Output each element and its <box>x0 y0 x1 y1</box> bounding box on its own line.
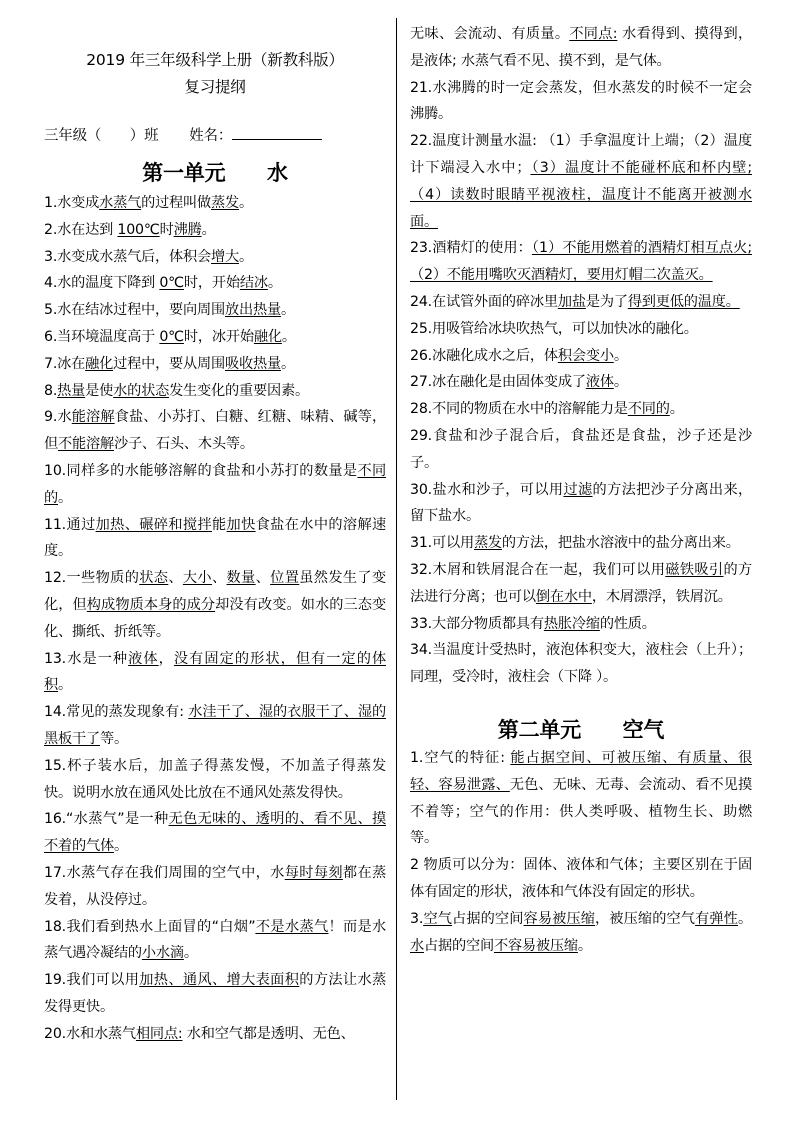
item-text: 33.大部分物质都具有 <box>410 615 544 632</box>
item-text: 。 <box>281 328 296 345</box>
list-item <box>44 699 386 753</box>
item-text: 是为了 <box>585 293 628 310</box>
key-term: 不同点: <box>569 26 618 42</box>
item-text: 占据的空间 <box>452 910 524 927</box>
item-text: 。 <box>58 489 72 506</box>
item-text: 26.冰融化成水之后，体 <box>410 347 558 364</box>
key-term: 水的状态 <box>113 382 170 399</box>
item-text: 。 <box>280 302 295 319</box>
item-text: 的方法进行分离；也可以 <box>410 561 753 605</box>
item-text: 15.杯子装水后，加盖子得蒸发慢，不加盖子得蒸发快。说明水放在通风处比放在不通风处蒸发得快。 <box>44 757 386 801</box>
key-term: 相同点: <box>135 1025 183 1042</box>
item-text: 发生变化的重要因素。 <box>169 382 309 399</box>
key-term: 沸腾 <box>173 221 202 238</box>
item-text: 时 <box>159 221 174 238</box>
list-item <box>410 745 752 852</box>
item-text: 32.木屑和铁屑混合在一起，我们可以用 <box>410 561 666 578</box>
key-term: 蒸发 <box>473 535 502 552</box>
item-text: 。 <box>238 248 253 265</box>
key-term: 无色无味的、透明的、看不见、摸不着的气体 <box>44 811 386 855</box>
item-text: 17.水蒸气存在我们周围的空气中，水 <box>44 864 285 881</box>
list-item <box>410 557 752 611</box>
key-term: 水 <box>410 937 424 954</box>
item-text: 的方法把沙子分离出来，留下盐水。 <box>410 481 752 525</box>
item-text: 。 <box>737 910 752 927</box>
list-item <box>44 914 386 968</box>
item-text: 水和空气都是透明、无色、 <box>182 1025 355 1042</box>
item-text: ！而是水蒸气遇冷凝结的 <box>44 918 386 962</box>
item-text: 8. <box>44 382 58 399</box>
name-label: 姓名： <box>189 128 233 144</box>
list-item <box>410 477 752 531</box>
list-item <box>410 289 752 316</box>
key-term: 融化 <box>253 328 282 345</box>
list-item <box>44 565 386 645</box>
item-text: 时，冰开始 <box>183 328 254 345</box>
item-text: 20.水和水蒸气 <box>44 1025 136 1042</box>
key-term: 得到更低的温度。 <box>627 293 740 310</box>
key-term: 小水滴 <box>141 945 184 962</box>
list-item <box>44 217 386 244</box>
list-item <box>44 806 386 860</box>
item-text: 却没有改变。如水的三态变化、撕纸、折纸等。 <box>44 596 387 640</box>
item-text: 30.盐水和沙子，可以用 <box>410 481 564 498</box>
key-term: 水蒸气 <box>99 195 142 211</box>
key-term: 0℃ <box>159 328 184 345</box>
item-text: 的方法让水蒸发得更快。 <box>44 972 386 1015</box>
item-text: 能 <box>212 516 227 533</box>
list-item <box>44 244 386 271</box>
key-term: 空气 <box>423 910 453 927</box>
column-divider <box>396 18 397 1100</box>
key-term: 热量 <box>57 382 86 399</box>
key-term: （1）不能用燃着的酒精灯相互点火; （2）不能用嘴吹灭酒精灯，要用灯帽二次盖灭。 <box>410 240 752 284</box>
item-text: 食盐、小苏打、白糖、红糖、味精、碱等，但 <box>44 409 387 453</box>
item-text: 。 <box>239 195 254 211</box>
list-item <box>410 530 752 557</box>
item-text: 无色、无味、无毒、会流动、看不见摸不着等；空气的作用：供人类呼吸、植物生长、助燃等。 <box>410 776 752 847</box>
item-text: 是使 <box>85 382 114 399</box>
item-text: 21.水沸腾的时一定会蒸发，但水蒸发的时候不一定会沸腾。 <box>410 79 752 123</box>
unit1-list-continued <box>410 21 752 691</box>
item-text: ，被压缩的空气 <box>595 910 696 927</box>
item-text: 29.食盐和沙子混合后，食盐还是食盐，沙子还是沙子。 <box>410 427 752 471</box>
item-text: 3. <box>410 910 424 927</box>
key-term: 液体 <box>585 374 614 391</box>
item-text: 9.水 <box>44 409 72 426</box>
key-term: 状态 <box>139 570 169 587</box>
item-text: 25.用吸管给冰块吹热气，可以加快冰的融化。 <box>410 320 698 337</box>
key-term: 不同的 <box>627 401 670 418</box>
key-term: 融化 <box>85 355 114 372</box>
item-text: 、 <box>255 570 271 587</box>
item-text: 27.冰在融化是由固体变成了 <box>410 374 586 391</box>
key-term: 放出热量 <box>225 302 281 319</box>
item-text: 的方法，把盐水溶液中的盐分离出来。 <box>501 535 740 552</box>
key-term: 没有固定的形状，但有一定的体积 <box>44 650 386 694</box>
key-term: 能占据空间、可被压缩、有质量、很轻、容易泄露、 <box>410 749 752 793</box>
key-term: 有弹性 <box>695 910 738 927</box>
list-item <box>44 297 386 324</box>
list-item <box>44 190 386 217</box>
key-term: 加快 <box>226 516 256 533</box>
list-item <box>410 235 752 289</box>
key-term: 加盐 <box>557 293 586 310</box>
item-text: 31.可以用 <box>410 535 474 552</box>
list-item <box>44 458 386 512</box>
item-text: ， <box>158 650 174 667</box>
item-text: 虽然发生了变化，但 <box>44 570 386 613</box>
item-text: 。 <box>669 401 684 418</box>
item-text: 。 <box>201 221 216 238</box>
list-item <box>410 637 752 691</box>
unit2-heading: 第二单元 空气 <box>497 716 665 742</box>
item-text: 水看得到、摸得到，是液体; 水蒸气看不见、摸不到，是气体。 <box>410 26 752 69</box>
item-text: 、 <box>211 570 227 587</box>
item-text: 。 <box>577 937 592 954</box>
item-text: 22.温度计测量水温: （1）手拿温度计上端；（2）温度计下端浸入水中； <box>410 133 752 176</box>
document-subtitle: 复习提纲 <box>184 78 246 96</box>
list-item <box>410 852 752 906</box>
item-text: 占据的空间 <box>424 937 494 954</box>
item-text: 。 <box>58 677 72 694</box>
item-text: 。 <box>183 945 198 962</box>
item-text: 。 <box>613 374 628 391</box>
item-text: 7.冰在 <box>44 355 86 372</box>
item-text: 19.我们可以用 <box>44 972 140 989</box>
item-text: 2 物质可以分为：固体、液体和气体；主要区别在于固体有固定的形状，液体和气体没有固定的形状。 <box>410 857 752 900</box>
key-term: 蒸发 <box>211 195 240 211</box>
key-term: 不同的 <box>44 462 386 506</box>
key-term: 数量 <box>226 570 256 587</box>
item-text: 34.当温度计受热时，液泡体积变大，液柱会（上升）；同理，受冷时，液柱会（下降 ）。 <box>410 642 752 686</box>
key-term: 100℃ <box>117 221 160 238</box>
item-text: 11.通过 <box>44 516 96 533</box>
key-term: 结冰 <box>239 275 268 292</box>
key-term: 0℃ <box>159 275 184 292</box>
key-term: 构成物质本身的成分 <box>86 596 216 613</box>
list-item <box>44 1021 386 1048</box>
item-text: 食盐在水中的溶解速度。 <box>44 516 386 560</box>
item-text: 。 <box>267 275 282 292</box>
list-item <box>44 860 386 914</box>
item-text: 16.“水蒸气”是一种 <box>44 811 169 828</box>
list-item <box>410 611 752 638</box>
left-column <box>44 0 386 1048</box>
unit1-list <box>44 190 386 1048</box>
key-term: 增大 <box>211 248 239 265</box>
item-text: 23.酒精灯的使用： <box>410 240 532 257</box>
item-text: 13.水是一种 <box>44 650 129 667</box>
item-text: 2.水在达到 <box>44 221 118 238</box>
list-item <box>410 906 752 960</box>
item-text: 时，开始 <box>183 275 240 292</box>
key-term: 加热、碾碎和搅拌 <box>95 516 212 533</box>
key-term: 水洼干了、湿的衣服干了、湿的黑板干了 <box>44 704 386 747</box>
key-term: 磁铁吸引 <box>665 561 724 578</box>
item-text: 都在蒸发着，从没停过。 <box>44 864 387 908</box>
key-term: 位置 <box>270 570 300 587</box>
list-item <box>44 351 386 378</box>
list-item <box>44 404 386 458</box>
item-text: 14.常见的蒸发现象有: <box>44 704 189 721</box>
item-text: 5.水在结冰过程中，要向周围 <box>44 302 225 319</box>
item-text: 1.空气的特征: <box>410 749 511 766</box>
item-text: 10.同样多的水能够溶解的食盐和小苏打的数量是 <box>44 462 358 479</box>
key-term: 积会变小 <box>557 347 614 364</box>
key-term: 加热、通风、增大表面积 <box>139 972 300 989</box>
list-item <box>410 128 752 235</box>
key-term: 吸收热量 <box>225 355 281 372</box>
item-text: 无味、会流动、有质量。 <box>410 26 570 42</box>
key-term: （3）温度计不能碰杯底和杯内壁; （4）读数时眼睛平视液柱，温度计不能离开被测水面。 <box>410 159 753 230</box>
list-item <box>410 396 752 423</box>
item-text: 的性质。 <box>599 615 656 632</box>
key-term: 不容易被压缩 <box>493 937 578 954</box>
item-text: 12.一些物质的 <box>44 570 140 587</box>
item-text: ，木屑漂浮，铁屑沉。 <box>591 588 732 605</box>
item-text: 的过程叫做 <box>141 195 212 211</box>
key-term: 过滤 <box>563 481 593 498</box>
name-blank <box>232 123 322 140</box>
list-item <box>44 967 386 1021</box>
key-term: 能溶解 <box>71 409 115 426</box>
item-text: 沙子、石头、木头等。 <box>113 436 254 453</box>
list-item <box>44 270 386 297</box>
right-column <box>410 21 752 959</box>
item-text: 1.水变成 <box>44 195 100 211</box>
list-item <box>44 646 386 700</box>
list-item <box>410 369 752 396</box>
item-text: 28.不同的物质在水中的溶解能力是 <box>410 401 628 418</box>
list-item <box>44 753 386 807</box>
key-term: 容易被压缩 <box>523 910 596 927</box>
key-term: 不是水蒸气 <box>255 918 329 935</box>
list-item <box>410 75 752 129</box>
unit1-heading: 第一单元 水 <box>142 160 288 185</box>
item-text: 4.水的温度下降到 <box>44 275 160 292</box>
item-text: 18.我们看到热水上面冒的“白烟” <box>44 918 256 935</box>
list-item <box>410 423 752 477</box>
list-item <box>44 378 386 405</box>
key-term: 每时每刻 <box>284 864 343 881</box>
item-text: 6.当环境温度高于 <box>44 328 160 345</box>
key-term: 热胀冷缩 <box>543 615 600 632</box>
key-term: 倒在水中 <box>535 588 592 605</box>
item-text: 。 <box>113 838 128 855</box>
item-text: 等。 <box>99 730 128 747</box>
key-term: 液体 <box>128 650 159 667</box>
grade-class-label: 三年级（ ）班 <box>44 128 159 144</box>
list-item <box>410 316 752 343</box>
unit2-list <box>410 745 752 959</box>
item-text: 3.水变成水蒸气后，体积会 <box>44 248 211 265</box>
list-item <box>44 512 386 566</box>
key-term: 不能溶解 <box>58 436 114 453</box>
item-text: 。 <box>280 355 295 372</box>
item-text: 。 <box>613 347 628 364</box>
list-item <box>44 324 386 351</box>
student-info <box>44 123 386 153</box>
key-term: 大小 <box>182 570 212 587</box>
list-item <box>410 21 752 75</box>
list-item <box>410 343 752 370</box>
item-text: 、 <box>168 570 183 587</box>
document-title: 2019 年三年级科学上册（新教科版） <box>86 51 344 69</box>
item-text: 过程中，要从周围 <box>113 355 226 372</box>
item-text: 24.在试管外面的碎冰里 <box>410 293 558 310</box>
